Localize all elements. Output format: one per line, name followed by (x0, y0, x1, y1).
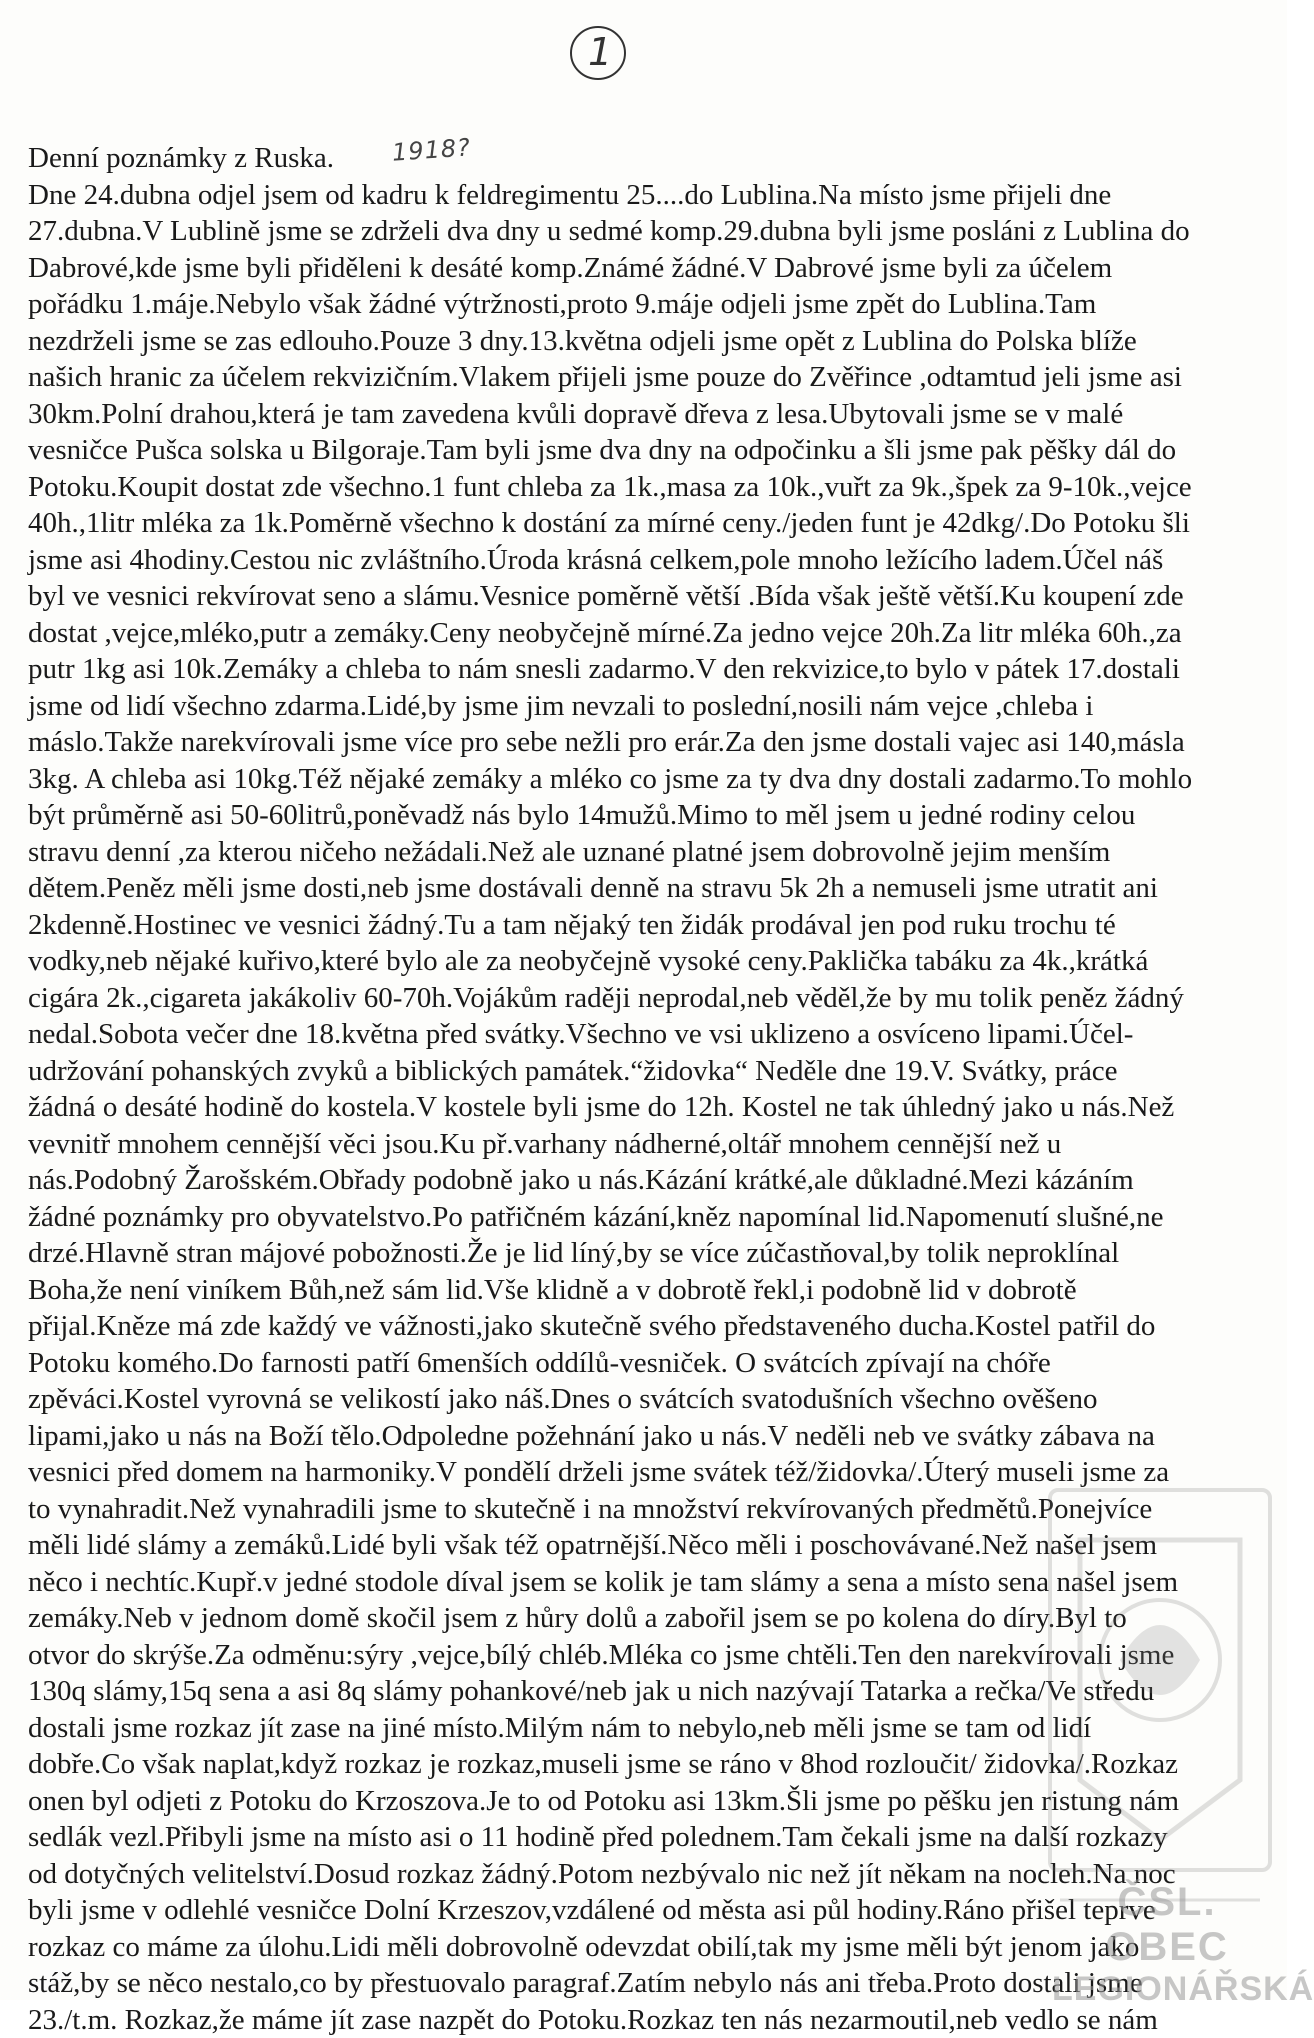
text-line: nezdrželi jsme se zas edlouho.Pouze 3 dny.13.května odjeli jsme opět z Lublina do Polska blíže (28, 323, 1258, 360)
watermark-line2: LEGIONÁŘSKÁ (1052, 1970, 1282, 2009)
watermark-line1: ČSL. OBEC (1052, 1880, 1282, 1970)
text-line: 2kdenně.Hostinec ve vesnici žádný.Tu a tam nějaký ten židák prodával jen pod ruku trochu té (28, 907, 1258, 944)
text-line: měli lidé slámy a zemáků.Lidé byli však též opatrnější.Něco měli i poschovávané.Než našel jsem (28, 1527, 1258, 1564)
text-line: nás.Podobný Žarošském.Obřady podobně jako u nás.Kázání krátké,ale důkladné.Mezi kázáním (28, 1162, 1258, 1199)
text-line: stáž,by se něco nestalo,co by přestuovalo paragraf.Zatím nebylo nás ani třeba.Proto dostali jsme (28, 1965, 1258, 2002)
text-line: rozkaz co máme za úlohu.Lidi měli dobrovolně odevzdat obilí,tak my jsme měli být jenom jako (28, 1929, 1258, 1966)
text-line: jsme asi 4hodiny.Cestou nic zvláštního.Úroda krásná celkem,pole mnoho ležícího ladem.Účel náš (28, 542, 1258, 579)
text-line: dostali jsme rozkaz jít zase na jiné místo.Milým nám to nebylo,neb měli jsme se tam od lidí (28, 1710, 1258, 1747)
text-line: vevnitř mnohem cennější věci jsou.Ku př.varhany nádherné,oltář mnohem cennější než u (28, 1126, 1258, 1163)
text-line: máslo.Takže narekvírovali jsme více pro sebe nežli pro erár.Za den jsme dostali vajec asi 140,másla (28, 724, 1258, 761)
text-line: nedal.Sobota večer dne 18.května před svátky.Všechno ve vsi uklizeno a osvíceno lipami.Účel- (28, 1016, 1258, 1053)
text-line: pořádku 1.máje.Nebylo však žádné výtržnosti,proto 9.máje odjeli jsme zpět do Lublina.Tam (28, 286, 1258, 323)
text-line: Dne 24.dubna odjel jsem od kadru k feldregimentu 25....do Lublina.Na místo jsme přijeli dne (28, 177, 1258, 214)
text-line: jsme od lidí všechno zdarma.Lidé,by jsme jim nevzali to poslední,nosili nám vejce ,chleba i (28, 688, 1258, 725)
text-line: Boha,že není viníkem Bůh,než sám lid.Vše klidně a v dobrotě řekl,i podobně lid v dobrotě (28, 1272, 1258, 1309)
text-line: něco i nechtíc.Kupř.v jedné stodole díval jsem se kolik je tam slámy a sena a místo sena našel jsem (28, 1564, 1258, 1601)
text-line: zpěváci.Kostel vyrovná se velikostí jako náš.Dnes o svátcích svatodušních všechno ověšeno (28, 1381, 1258, 1418)
text-line: to vynahradit.Než vynahradili jsme to skutečně i na množství rekvírovaných předmětů.Ponejvíce (28, 1491, 1258, 1528)
text-line: cigára 2k.,cigareta jakákoliv 60-70h.Vojákům raději neprodal,neb věděl,že by mu tolik peněz žádný (28, 980, 1258, 1017)
text-line: stravu denní ,za kterou ničeho nežádali.Než ale uznané platné jsem dobrovolně jejim menším (28, 834, 1258, 871)
text-line: Dabrové,kde jsme byli přiděleni k desáté komp.Známé žádné.V Dabrové jsme byli za účelem (28, 250, 1258, 287)
document-title: Denní poznámky z Ruska. (28, 140, 1258, 177)
text-body (28, 177, 1258, 2038)
text-line: byli jsme v odlehlé vesničce Dolní Krzeszov,vzdálené od města asi půl hodiny.Ráno přišel teprve (28, 1892, 1258, 1929)
text-line: sedlák vezl.Přibyli jsme na místo asi o 11 hodině před polednem.Tam čekali jsme na další rozkazy (28, 1819, 1258, 1856)
text-line: vodky,neb nějaké kuřivo,které bylo ale za neobyčejně vysoké ceny.Paklička tabáku za 4k.,krátká (28, 943, 1258, 980)
text-line: byl ve vesnici rekvírovat seno a slámu.Vesnice poměrně větší .Bída však ještě větší.Ku koupení zde (28, 578, 1258, 615)
text-line: vesnici před domem na harmoniky.V pondělí drželi jsme svátek též/židovka/.Úterý museli jsme za (28, 1454, 1258, 1491)
text-line: být průměrně asi 50-60litrů,poněvadž nás bylo 14mužů.Mimo to měl jsem u jedné rodiny celou (28, 797, 1258, 834)
text-line: 40h.,1litr mléka za 1k.Poměrně všechno k dostání za mírné ceny./jeden funt je 42dkg/.Do Potoku šli (28, 505, 1258, 542)
text-line: dobře.Co však naplat,když rozkaz je rozkaz,museli jsme se ráno v 8hod rozloučit/ židovka/.Rozkaz (28, 1746, 1258, 1783)
diary-text (28, 140, 1258, 2038)
text-line: Potoku komého.Do farnosti patří 6menších oddílů-vesniček. O svátcích zpívají na chóře (28, 1345, 1258, 1382)
text-line: zemáky.Neb v jednom domě skočil jsem z hůry dolů a zabořil jsem se po kolena do díry.Byl to (28, 1600, 1258, 1637)
text-line: udržování pohanských zvyků a biblických památek.“židovka“ Neděle dne 19.V. Svátky, práce (28, 1053, 1258, 1090)
text-line: dětem.Peněz měli jsme dosti,neb jsme dostávali denně na stravu 5k 2h a nemuseli jsme utratit ani (28, 870, 1258, 907)
text-line: 3kg. A chleba asi 10kg.Též nějaké zemáky a mléko co jsme za ty dva dny dostali zadarmo.To mohlo (28, 761, 1258, 798)
text-line: drzé.Hlavně stran májové pobožnosti.Že je lid líný,by se více zúčastňoval,by tolik neproklínal (28, 1235, 1258, 1272)
year-annotation: 1918? (391, 133, 472, 166)
text-line: onen byl odjeti z Potoku do Krzoszova.Je to od Potoku asi 13km.Šli jsme po pěšku jen ristung nám (28, 1783, 1258, 1820)
page-number: 1 (588, 30, 612, 74)
text-line: lipami,jako u nás na Boží tělo.Odpoledne požehnání jako u nás.V neděli neb ve svátky zábava na (28, 1418, 1258, 1455)
text-line: přijal.Kněze má zde každý ve vážnosti,jako skutečně svého představeného ducha.Kostel patřil do (28, 1308, 1258, 1345)
text-line: 30km.Polní drahou,která je tam zavedena kvůli dopravě dřeva z lesa.Ubytovali jsme se v malé (28, 396, 1258, 433)
page-number-circle (566, 20, 630, 84)
text-line: našich hranic za účelem rekvizičním.Vlakem přijeli jsme pouze do Zvěřince ,odtamtud jeli jsme asi (28, 359, 1258, 396)
text-line: otvor do skrýše.Za odměnu:sýry ,vejce,bílý chléb.Mléka co jsme chtěli.Ten den narekvírovali jsme (28, 1637, 1258, 1674)
text-line: žádná o desáté hodině do kostela.V kostele byli jsme do 12h. Kostel ne tak úhledný jako u nás.Než (28, 1089, 1258, 1126)
text-line: žádné poznámky pro obyvatelstvo.Po patřičném kázání,kněz napomínal lid.Napomenutí slušné,ne (28, 1199, 1258, 1236)
text-line: dostat ,vejce,mléko,putr a zemáky.Ceny neobyčejně mírné.Za jedno vejce 20h.Za litr mléka 60h.,za (28, 615, 1258, 652)
text-line: Potoku.Koupit dostat zde všechno.1 funt chleba za 1k.,masa za 10k.,vuřt za 9k.,špek za 9-10k.,vejce (28, 469, 1258, 506)
text-line: 130q slámy,15q sena a asi 8q slámy pohankové/neb jak u nich nazývají Tatarka a rečka/Ve středu (28, 1673, 1258, 1710)
text-line: 23./t.m. Rozkaz,že máme jít zase nazpět do Potoku.Rozkaz ten nás nezarmoutil,neb vedlo se nám (28, 2002, 1258, 2038)
text-line: od dotyčných velitelství.Dosud rozkaz žádný.Potom nezbývalo nic než jít někam na nocleh.Na noc (28, 1856, 1258, 1893)
text-line: vesničce Pušca solska u Bilgoraje.Tam byli jsme dva dny na odpočinku a šli jsme pak pěšky dál do (28, 432, 1258, 469)
text-line: 27.dubna.V Lublině jsme se zdrželi dva dny u sedmé komp.29.dubna byli jsme posláni z Lublina do (28, 213, 1258, 250)
text-line: putr 1kg asi 10k.Zemáky a chleba to nám snesli zadarmo.V den rekvizice,to bylo v pátek 17.dostali (28, 651, 1258, 688)
